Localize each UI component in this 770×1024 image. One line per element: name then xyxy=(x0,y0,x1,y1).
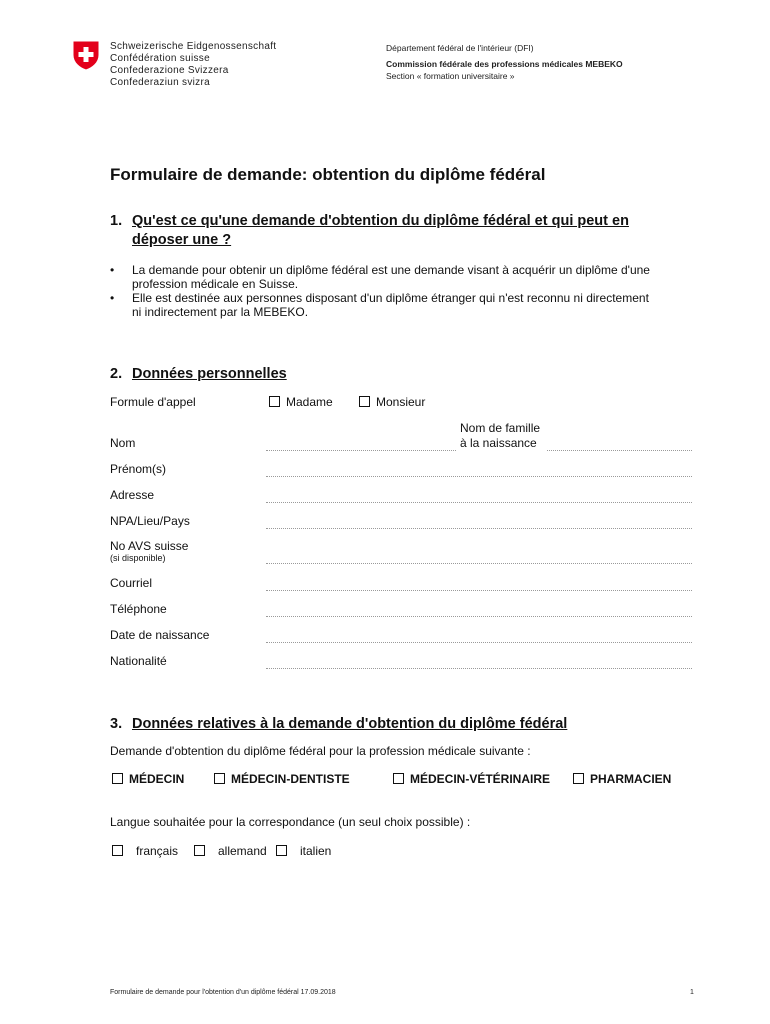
prenom-input[interactable] xyxy=(266,476,692,477)
section2-number: 2. xyxy=(110,366,123,382)
bullet-item-1 xyxy=(132,263,697,291)
maiden-name-input[interactable] xyxy=(547,450,692,451)
medecin-veterinaire-label: MÉDECIN-VÉTÉRINAIRE xyxy=(410,772,551,786)
francais-checkbox[interactable] xyxy=(112,845,123,856)
profession-intro: Demande d'obtention du diplôme fédéral pour la profession médicale suivante : xyxy=(110,744,531,758)
confederation-name-de: Schweizerische Eidgenossenschaft xyxy=(110,41,277,52)
bullet-marker: • xyxy=(110,263,115,277)
page-number: 1 xyxy=(690,989,694,996)
npa-lieu-pays-input[interactable] xyxy=(266,528,692,529)
commission-name: Commission fédérale des professions médicales MEBEKO xyxy=(386,59,623,69)
nom-input[interactable] xyxy=(266,450,456,451)
telephone-label: Téléphone xyxy=(110,602,167,616)
confederation-name-it: Confederazione Svizzera xyxy=(110,65,229,76)
avs-label: No AVS suisse xyxy=(110,539,189,553)
footer-text: Formulaire de demande pour l'obtention d'un diplôme fédéral 17.09.2018 xyxy=(110,989,336,996)
date-naissance-input[interactable] xyxy=(266,642,692,643)
medecin-dentiste-checkbox[interactable] xyxy=(214,773,225,784)
npa-lieu-pays-label: NPA/Lieu/Pays xyxy=(110,514,190,528)
confederation-name-fr: Confédération suisse xyxy=(110,53,210,64)
avs-hint: (si disponible) xyxy=(110,553,166,563)
bullet-marker: • xyxy=(110,291,115,305)
bullet-item-2-line2: ni indirectement par la MEBEKO. xyxy=(132,305,309,319)
swiss-coat-of-arms-icon xyxy=(72,40,100,71)
madame-label: Madame xyxy=(286,395,333,409)
medecin-checkbox[interactable] xyxy=(112,773,123,784)
bullet-item-1-line1: La demande pour obtenir un diplôme fédéral est une demande visant à acquérir un diplôme d'une xyxy=(132,263,650,277)
language-prompt: Langue souhaitée pour la correspondance (un seul choix possible) : xyxy=(110,815,471,829)
nationalite-label: Nationalité xyxy=(110,654,167,668)
adresse-input[interactable] xyxy=(266,502,692,503)
section3-number: 3. xyxy=(110,716,123,732)
nom-label: Nom xyxy=(110,436,136,450)
section3-title: Données relatives à la demande d'obtention du diplôme fédéral xyxy=(132,716,568,732)
medecin-label: MÉDECIN xyxy=(129,772,185,786)
bullet-item-2-line1: Elle est destinée aux personnes disposant d'un diplôme étranger qui n'est reconnu ni directement xyxy=(132,291,649,305)
avs-input[interactable] xyxy=(266,563,692,564)
bullet-item-2 xyxy=(132,291,697,319)
section1-title-line2: déposer une ? xyxy=(132,232,232,248)
pharmacien-label: PHARMACIEN xyxy=(590,772,672,786)
section-name: Section « formation universitaire » xyxy=(386,71,515,81)
monsieur-label: Monsieur xyxy=(376,395,426,409)
francais-label: français xyxy=(136,844,179,858)
section2-title: Données personnelles xyxy=(132,366,287,382)
monsieur-checkbox[interactable] xyxy=(359,396,370,407)
salutation-label: Formule d'appel xyxy=(110,395,196,409)
section1-title-line1: Qu'est ce qu'une demande d'obtention du diplôme fédéral et qui peut en xyxy=(132,213,629,229)
allemand-label: allemand xyxy=(218,844,267,858)
bullet-item-1-line2: profession médicale en Suisse. xyxy=(132,277,299,291)
maiden-name-label-line1: Nom de famille xyxy=(460,421,541,435)
date-naissance-label: Date de naissance xyxy=(110,628,210,642)
section1-number: 1. xyxy=(110,213,123,229)
allemand-checkbox[interactable] xyxy=(194,845,205,856)
telephone-input[interactable] xyxy=(266,616,692,617)
nationalite-input[interactable] xyxy=(266,668,692,669)
document-title: Formulaire de demande: obtention du diplôme fédéral xyxy=(110,165,546,184)
medecin-dentiste-label: MÉDECIN-DENTISTE xyxy=(231,772,350,786)
adresse-label: Adresse xyxy=(110,488,155,502)
pharmacien-checkbox[interactable] xyxy=(573,773,584,784)
courriel-input[interactable] xyxy=(266,590,692,591)
medecin-veterinaire-checkbox[interactable] xyxy=(393,773,404,784)
madame-checkbox[interactable] xyxy=(269,396,280,407)
prenom-label: Prénom(s) xyxy=(110,462,167,476)
maiden-name-label-line2: à la naissance xyxy=(460,436,537,450)
courriel-label: Courriel xyxy=(110,576,153,590)
italien-label: italien xyxy=(300,844,332,858)
department-name: Département fédéral de l'intérieur (DFI) xyxy=(386,43,534,53)
confederation-name-rm: Confederaziun svizra xyxy=(110,77,210,88)
italien-checkbox[interactable] xyxy=(276,845,287,856)
